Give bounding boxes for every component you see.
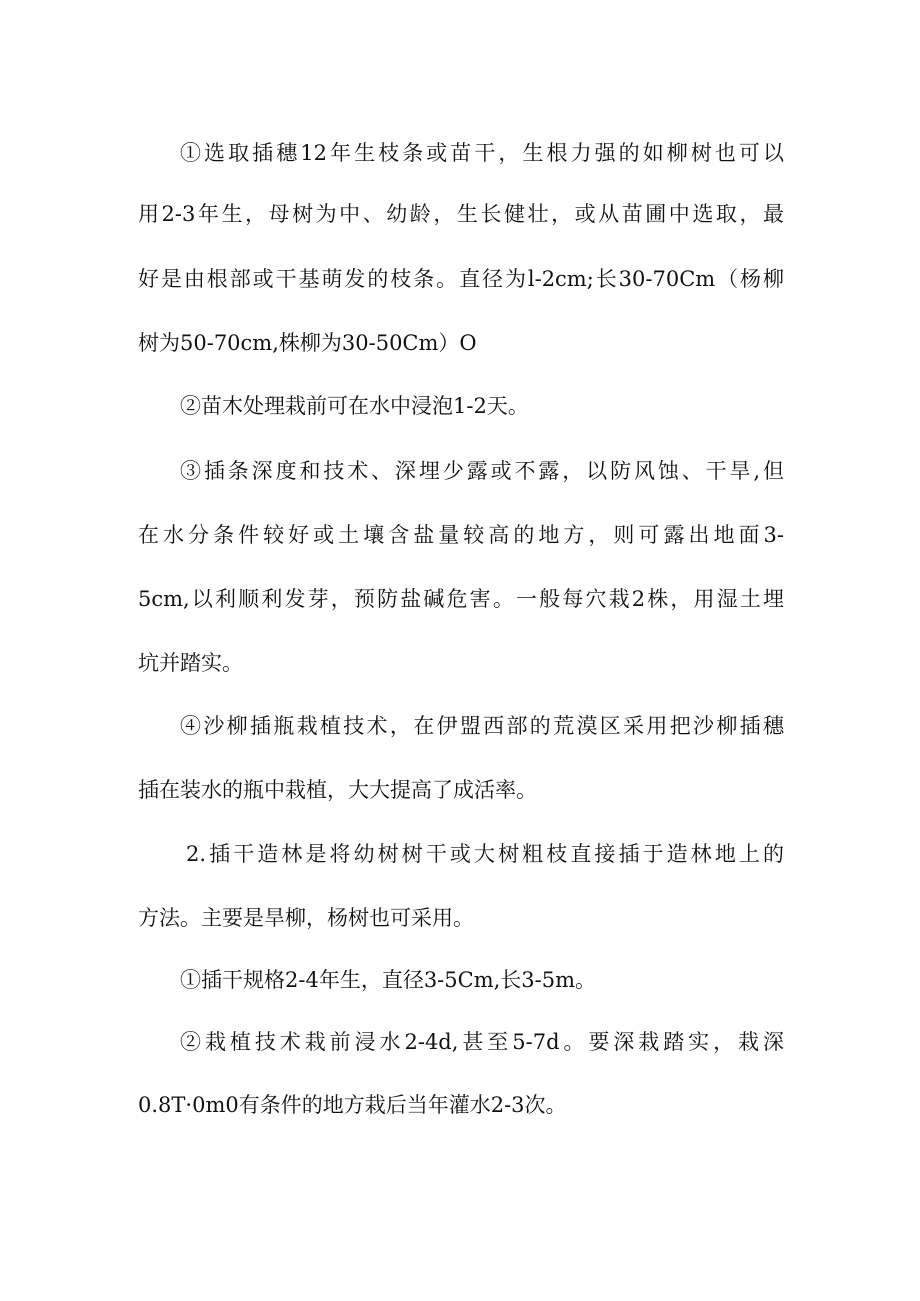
- paragraph-7-line-1: ②栽植技术栽前浸水2-4d,甚至5-7d。要深栽踏实，栽深: [180, 1030, 784, 1054]
- paragraph-5-line-2: 方法。主要是旱柳，杨树也可采用。: [138, 906, 474, 930]
- paragraph-1-line-1: ①选取插穗12年生枝条或苗干，生根力强的如柳树也可以: [180, 141, 784, 165]
- paragraph-3-line-4: 坑并踏实。: [138, 651, 243, 675]
- paragraph-7-line-2: 0.8T·0m0有条件的地方栽后当年灌水2-3次。: [138, 1093, 567, 1117]
- paragraph-3-line-2: 在水分条件较好或土壤含盐量较高的地方，则可露出地面3-: [138, 523, 784, 547]
- paragraph-1-line-2: 用2-3年生，母树为中、幼龄，生长健壮，或从苗圃中选取，最: [138, 202, 784, 226]
- paragraph-3-line-1: ③插条深度和技术、深埋少露或不露，以防风蚀、干旱,但: [180, 459, 784, 483]
- paragraph-4-line-2: 插在装水的瓶中栽植，大大提高了成活率。: [138, 778, 537, 802]
- paragraph-1-line-3: 好是由根部或干基萌发的枝条。直径为l-2cm;长30-70Cm（杨柳: [138, 267, 784, 291]
- paragraph-5-line-1: 2.插干造林是将幼树树干或大树粗枝直接插于造林地上的: [186, 842, 784, 866]
- paragraph-3-line-3: 5cm,以利顺利发芽，预防盐碱危害。一般每穴栽2株，用湿土埋: [138, 587, 784, 611]
- paragraph-2-line-1: ②苗木处理栽前可在水中浸泡1-2天。: [180, 394, 529, 418]
- paragraph-6-line-1: ①插干规格2-4年生，直径3-5Cm,长3-5m。: [180, 968, 597, 992]
- paragraph-4-line-1: ④沙柳插瓶栽植技术，在伊盟西部的荒漠区采用把沙柳插穗: [180, 714, 784, 738]
- paragraph-1-line-4: 树为50-70cm,株柳为30-50Cm）O: [138, 331, 477, 355]
